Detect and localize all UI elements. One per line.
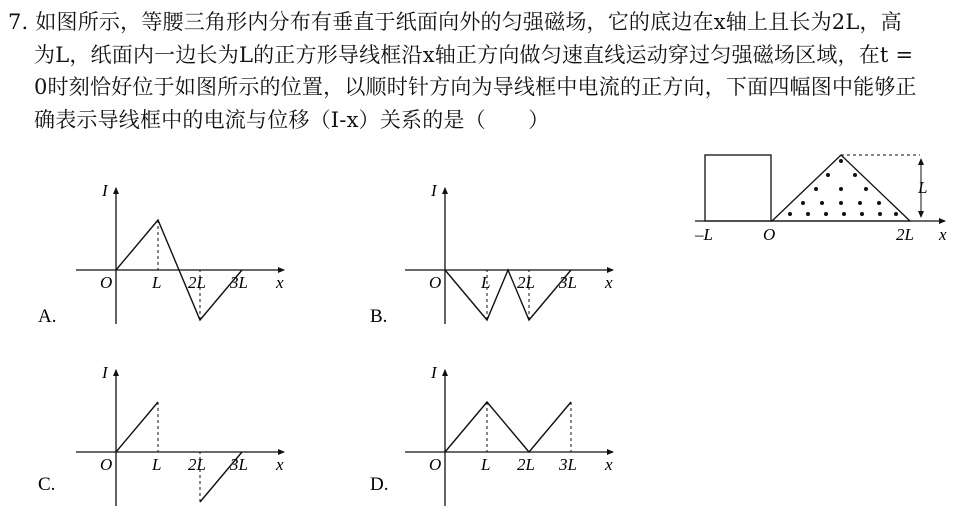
diagram-origin: O [763, 225, 776, 244]
field-dot [806, 212, 810, 216]
height-label: L [918, 178, 928, 197]
question-number: 7. [8, 10, 29, 34]
field-dot [858, 201, 862, 205]
x-axis-label: x [605, 273, 613, 292]
option-d-graph [370, 363, 613, 506]
current-curve [445, 270, 571, 320]
field-dots [788, 159, 898, 216]
y-axis-label: I [431, 363, 437, 382]
option-b-graph [370, 181, 613, 327]
tick-3L: 3L [559, 455, 577, 474]
field-dot [826, 173, 830, 177]
diagram-minus-L: –L [695, 225, 713, 244]
tick-2L: 2L [517, 273, 535, 292]
tick-2L: 2L [188, 273, 206, 292]
origin-label: O [429, 455, 442, 474]
question-line-1: 7. 如图所示，等腰三角形内分布有垂直于纸面向外的匀强磁场，它的底边在x轴上且长为2L，高 [8, 10, 902, 34]
option-letter: A. [38, 306, 57, 327]
field-dot [877, 201, 881, 205]
question-line-2: 为L，纸面内一边长为L的正方形导线框沿x轴正方向做匀速直线运动穿过匀强磁场区域，在t = [34, 42, 914, 67]
option-letter: C. [38, 474, 56, 495]
option-a-graph [38, 181, 284, 327]
field-dot [820, 201, 824, 205]
tick-3L: 3L [230, 273, 248, 292]
field-dot [894, 212, 898, 216]
field-dot [839, 159, 843, 163]
x-axis-label: x [276, 455, 284, 474]
tick-2L: 2L [517, 455, 535, 474]
diagram-2L: 2L [896, 225, 914, 244]
y-axis-label: I [431, 181, 437, 200]
field-dot [801, 201, 805, 205]
field-dot [824, 212, 828, 216]
field-dot [839, 201, 843, 205]
y-axis-label: I [102, 181, 108, 200]
field-dot [860, 212, 864, 216]
field-dot [878, 212, 882, 216]
tick-L: L [481, 273, 491, 292]
origin-label: O [429, 273, 442, 292]
tick-2L: 2L [188, 455, 206, 474]
current-curve [116, 402, 158, 452]
tick-L: L [152, 273, 162, 292]
x-axis-label: x [276, 273, 284, 292]
question-line-3: 0时刻恰好位于如图所示的位置，以顺时针方向为导线框中电流的正方向，下面四幅图中能够正 [34, 75, 917, 99]
square-loop [705, 155, 771, 221]
field-dot [814, 187, 818, 191]
field-dot [842, 212, 846, 216]
tick-3L: 3L [230, 455, 248, 474]
field-dot [788, 212, 792, 216]
origin-label: O [100, 273, 113, 292]
y-axis-label: I [102, 363, 108, 382]
tick-L: L [481, 455, 491, 474]
field-dot [839, 187, 843, 191]
x-axis-label: x [605, 455, 613, 474]
tick-L: L [152, 455, 162, 474]
option-letter: D. [370, 474, 389, 495]
diagram-x-label: x [939, 225, 947, 244]
origin-label: O [100, 455, 113, 474]
current-curve [445, 402, 571, 452]
field-diagram [694, 155, 947, 244]
option-letter: B. [370, 306, 388, 327]
tick-3L: 3L [559, 273, 577, 292]
field-dot [864, 187, 868, 191]
option-c-graph [38, 363, 284, 506]
question-line-4: 确表示导线框中的电流与位移（I-x）关系的是（ ） [34, 107, 550, 132]
field-dot [853, 173, 857, 177]
